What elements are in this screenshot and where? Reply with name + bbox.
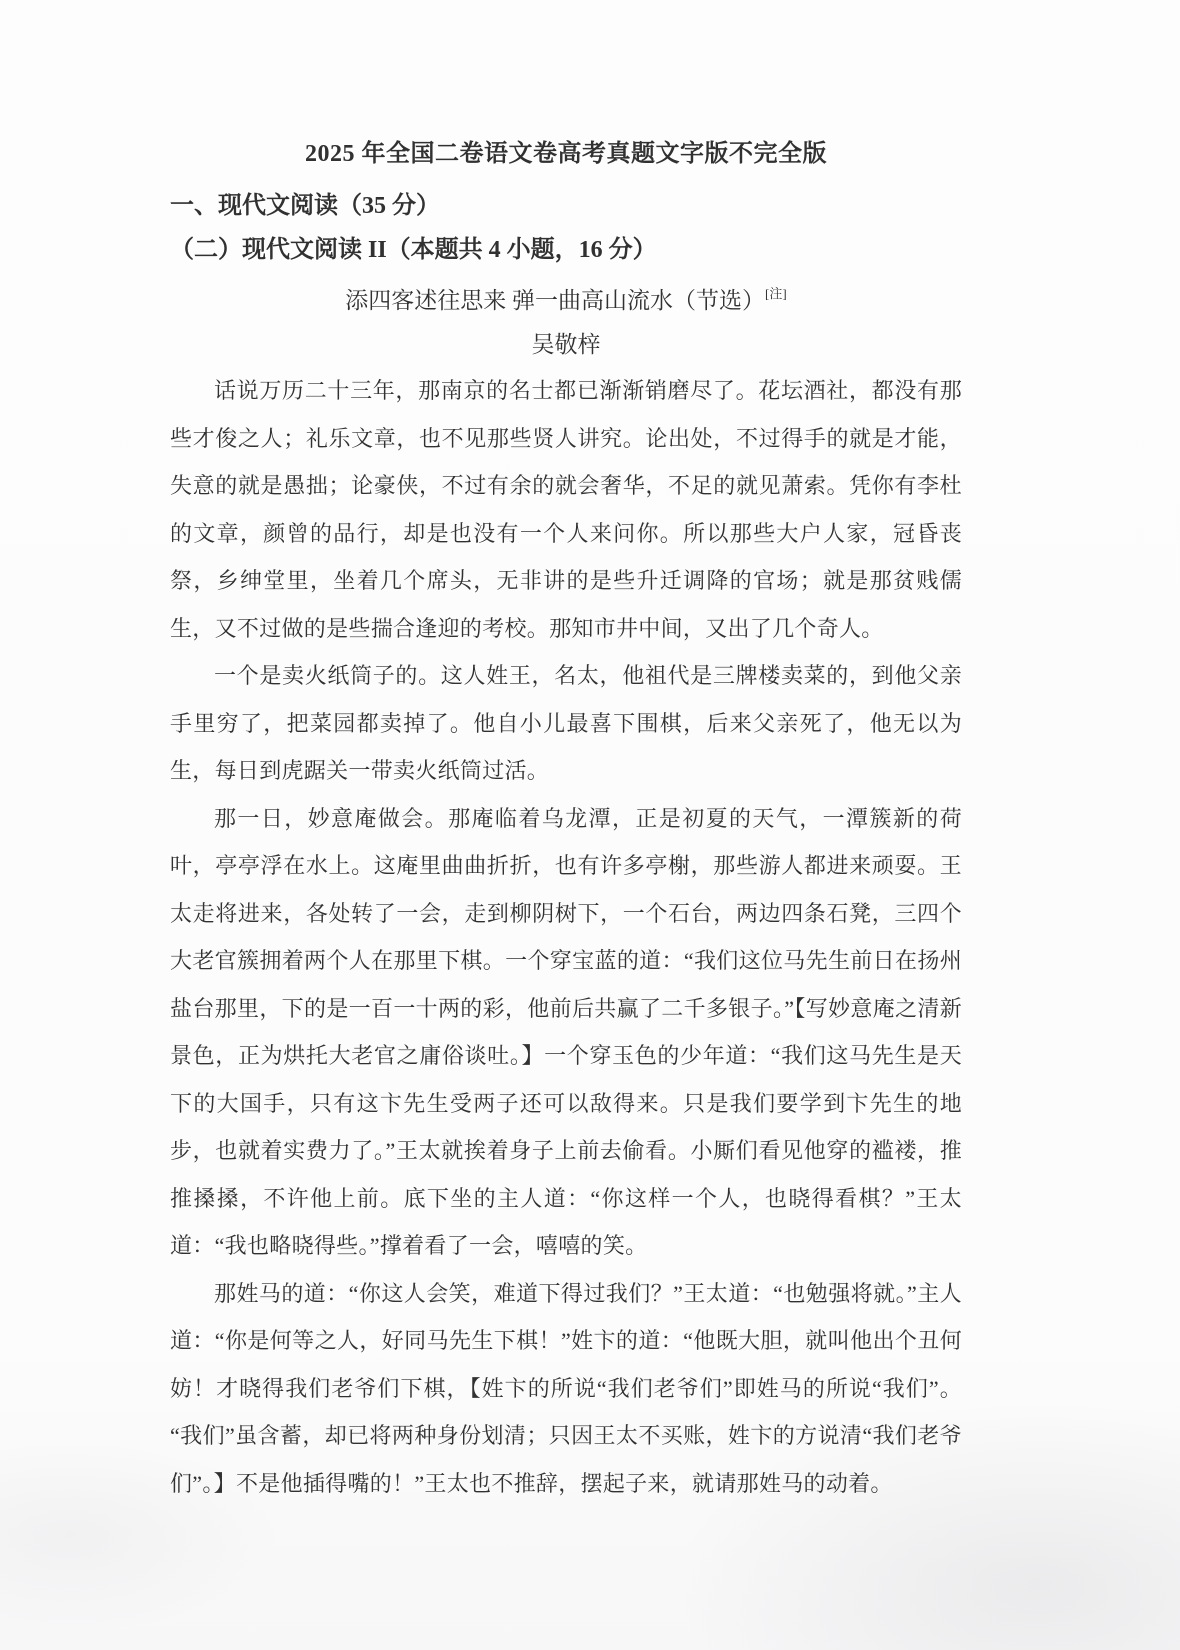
passage-author: 吴敬梓 <box>531 332 601 357</box>
passage-paragraph: 那姓马的道：“你这人会笑，难道下得过我们？”王太道：“也勉强将就。”主人道：“你是何等之人，好同马先生下棋！”姓卞的道：“他既大胆，就叫他出个丑何妨！才晓得我们老爷们下棋，【姓卞的所说“我们老爷们”即姓马的所说“我们”。“我们”虽含蓄，却已将两种身份划清；只因王太不买账，姓卞的方说清“我们老爷们”。】不是他插得嘴的！”王太也不推辞，摆起子来，就请那姓马的动着。 <box>170 1280 962 1496</box>
passage-body <box>170 367 962 1507</box>
passage-paragraph: 一个是卖火纸筒子的。这人姓王，名太，他祖代是三牌楼卖菜的，到他父亲手里穷了，把菜园都卖掉了。他自小儿最喜下围棋，后来父亲死了，他无以为生，每日到虎踞关一带卖火纸筒过活。 <box>170 663 962 783</box>
passage-title-text: 添四客述往思来 弹一曲高山流水（节选） <box>345 288 766 313</box>
document-title: 2025 年全国二卷语文卷高考真题文字版不完全版 <box>305 141 827 167</box>
subsection-heading-reading-ii: （二）现代文阅读 II（本题共 4 小题，16 分） <box>170 237 657 263</box>
passage-paragraph: 那一日，妙意庵做会。那庵临着乌龙潭，正是初夏的天气，一潭簇新的荷叶，亭亭浮在水上。这庵里曲曲折折，也有许多亭榭，那些游人都进来顽耍。王太走将进来，各处转了一会，走到柳阴树下，一个石台，两边四条石凳，三四个大老官簇拥着两个人在那里下棋。一个穿宝蓝的道：“我们这位马先生前日在扬州盐台那里，下的是一百一十两的彩，他前后共赢了二千多银子。”【写妙意庵之清新景色，正为烘托大老官之庸俗谈吐。】一个穿玉色的少年道：“我们这马先生是天下的大国手，只有这卞先生受两子还可以敌得来。只是我们要学到卞先生的地步，也就着实费力了。”王太就挨着身子上前去偷看。小厮们看见他穿的褴褛，推推搡搡，不许他上前。底下坐的主人道：“你这样一个人，也晓得看棋？”王太道：“我也略晓得些。”撑着看了一会，嘻嘻的笑。 <box>170 805 962 1258</box>
passage-paragraph: 话说万历二十三年，那南京的名士都已渐渐销磨尽了。花坛酒社，都没有那些才俊之人；礼乐文章，也不见那些贤人讲究。论出处，不过得手的就是才能，失意的就是愚拙；论豪侠，不过有余的就会奢华，不足的就见萧索。凭你有李杜的文章，颜曾的品行，却是也没有一个人来问你。所以那些大户人家，冠昏丧祭，乡绅堂里，坐着几个席头，无非讲的是些升迁调降的官场；就是那贫贱儒生，又不过做的是些揣合逢迎的考校。那知市井中间，又出了几个奇人。 <box>170 378 962 641</box>
document-content <box>170 132 962 1507</box>
passage-title <box>170 272 962 323</box>
footnote-marker: [注] <box>765 286 787 301</box>
section-heading-modern-reading: 一、现代文阅读（35 分） <box>170 193 440 219</box>
